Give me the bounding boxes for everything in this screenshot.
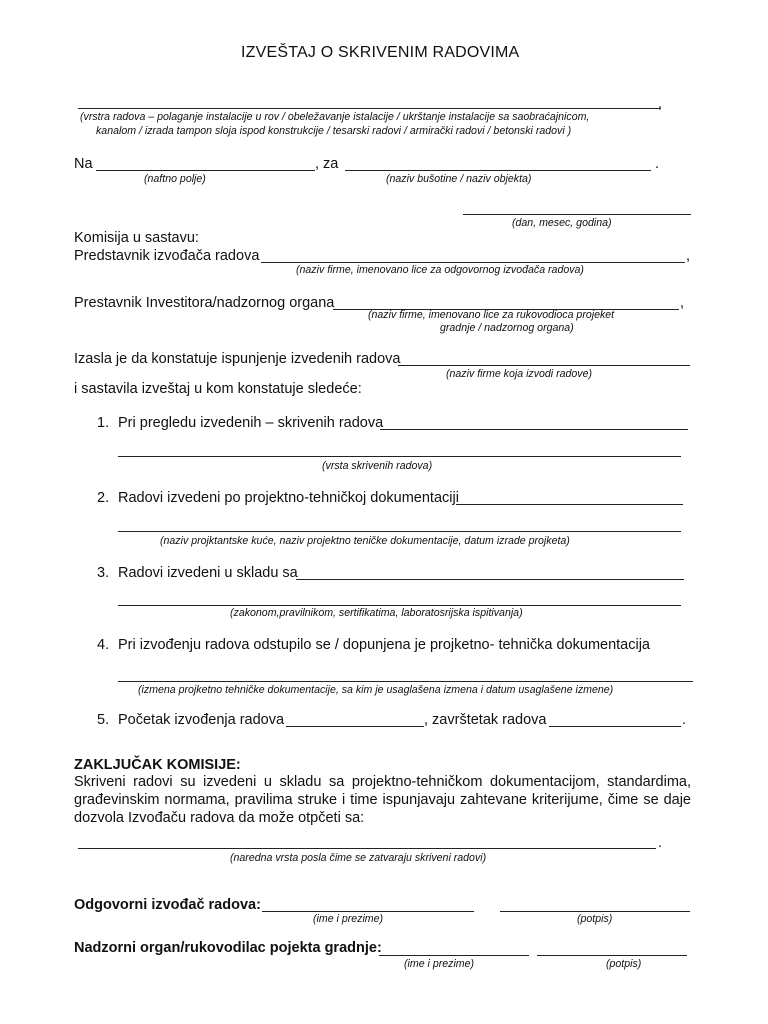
item-3-number: 3.: [97, 565, 110, 581]
next-work-hint: (naredna vrsta posla čime se zatvaraju skriveni radovi): [230, 852, 487, 864]
item-1-text: Pri pregledu izvedenih – skrivenih radova: [118, 415, 384, 431]
item-1-hint: (vrsta skrivenih radova): [322, 460, 433, 472]
contractor-name-input[interactable]: [262, 911, 474, 912]
commission-heading: Komisija u sastavu:: [74, 230, 199, 246]
work-type-hint-line2: kanalom / izrada tampon sloja ispod konstrukcije / tesarski radovi / armirački radovi / betonski radovi ): [96, 125, 572, 137]
supervisor-signature-label: Nadzorni organ/rukovodilac pojekta gradnje:: [74, 940, 382, 956]
item-1-input-a[interactable]: [380, 429, 688, 430]
well-object-hint: (naziv bušotine / naziv objekta): [386, 173, 532, 185]
supervisor-name-hint: (ime i prezime): [404, 958, 475, 970]
investor-rep-comma: ,: [680, 295, 685, 311]
supervisor-signature-hint: (potpis): [606, 958, 642, 970]
item-5-end-label: , završtetak radova: [424, 712, 547, 728]
location-na-label: Na: [74, 156, 93, 172]
supervisor-name-input[interactable]: [379, 955, 529, 956]
item-4-hint: (izmena projketno tehničke dokumentacije, sa kim je usaglašena izmena i datum usaglašene izmene): [138, 684, 614, 696]
work-type-comma: ,: [658, 96, 663, 112]
conclusion-heading: ZAKLJUČAK KOMISIJE:: [74, 757, 241, 773]
work-type-hint-line1: (vrstra radova – polaganje instalacije u rov / obeležavanje istalacije / ukrštanje instalacije sa saobraćajnicom,: [80, 111, 590, 123]
firm-label: Izasla je da konstatuje ispunjenje izvedenih radova: [74, 351, 401, 367]
end-date-input[interactable]: [549, 726, 681, 727]
item-5-start-label: Početak izvođenja radova: [118, 712, 285, 728]
contractor-rep-comma: ,: [686, 248, 691, 264]
item-5-period: .: [682, 712, 687, 728]
contractor-signature-label: Odgovorni izvođač radova:: [74, 897, 261, 913]
item-3-input-a[interactable]: [296, 579, 684, 580]
item-4-number: 4.: [97, 637, 110, 653]
contractor-signature-hint: (potpis): [577, 913, 613, 925]
item-4-text: Pri izvođenju radova odstupilo se / dopunjena je projketno- tehnička dokumentacija: [118, 637, 650, 653]
location-za-label: , za: [315, 156, 339, 172]
start-date-input[interactable]: [286, 726, 424, 727]
item-2-text: Radovi izvedeni po projektno-tehničkoj dokumentaciji: [118, 490, 459, 506]
work-type-field[interactable]: [78, 108, 660, 109]
page-title: IZVEŠTAJ O SKRIVENIM RADOVIMA: [241, 44, 520, 61]
item-4-input[interactable]: [118, 681, 693, 682]
investor-rep-hint-line1: (naziv firme, imenovano lice za rukovodioca projeket: [368, 309, 615, 321]
contractor-rep-hint: (naziv firme, imenovano lice za odgovornog izvođača radova): [296, 264, 584, 276]
conclusion-paragraph: Skriveni radovi su izvedeni u skladu sa projektno-tehničkom dokumentacijom, standardima, građevinskim normama, pravilima struke i time ispunjavaju zahtevane kriterijume, čime se daje dozvola Izvođaču radova da može otpčeti sa:: [74, 774, 691, 826]
item-1-number: 1.: [97, 415, 110, 431]
conclusion-period: .: [658, 835, 663, 851]
item-3-text: Radovi izvedeni u skladu sa: [118, 565, 298, 581]
investor-rep-hint-line2: gradnje / nadzornog organa): [440, 322, 574, 334]
item-1-input-b[interactable]: [118, 456, 681, 457]
contractor-name-hint: (ime i prezime): [313, 913, 384, 925]
item-2-number: 2.: [97, 490, 110, 506]
next-work-input[interactable]: [78, 848, 656, 849]
investor-rep-label: Prestavnik Investitora/nadzornog organa: [74, 295, 335, 311]
date-hint: (dan, mesec, godina): [512, 217, 612, 229]
location-period: .: [655, 156, 660, 172]
oil-field-input[interactable]: [96, 170, 315, 171]
oil-field-hint: (naftno polje): [144, 173, 206, 185]
firm-hint: (naziv firme koja izvodi radove): [446, 368, 593, 380]
item-2-input-a[interactable]: [456, 504, 683, 505]
date-input[interactable]: [463, 214, 691, 215]
well-object-input[interactable]: [345, 170, 651, 171]
item-3-hint: (zakonom,pravilnikom, sertifikatima, laboratosrijska ispitivanja): [230, 607, 523, 619]
report-intro: i sastavila izveštaj u kom konstatuje sledeće:: [74, 381, 362, 397]
item-2-input-b[interactable]: [118, 531, 681, 532]
contractor-rep-label: Predstavnik izvođača radova: [74, 248, 260, 264]
item-5-number: 5.: [97, 712, 110, 728]
supervisor-signature-input[interactable]: [537, 955, 687, 956]
contractor-rep-input[interactable]: [261, 262, 685, 263]
item-2-hint: (naziv projktantske kuće, naziv projektno teničke dokumentacije, datum izrade projketa): [160, 535, 570, 547]
item-3-input-b[interactable]: [118, 605, 681, 606]
contractor-signature-input[interactable]: [500, 911, 690, 912]
firm-input[interactable]: [398, 365, 690, 366]
